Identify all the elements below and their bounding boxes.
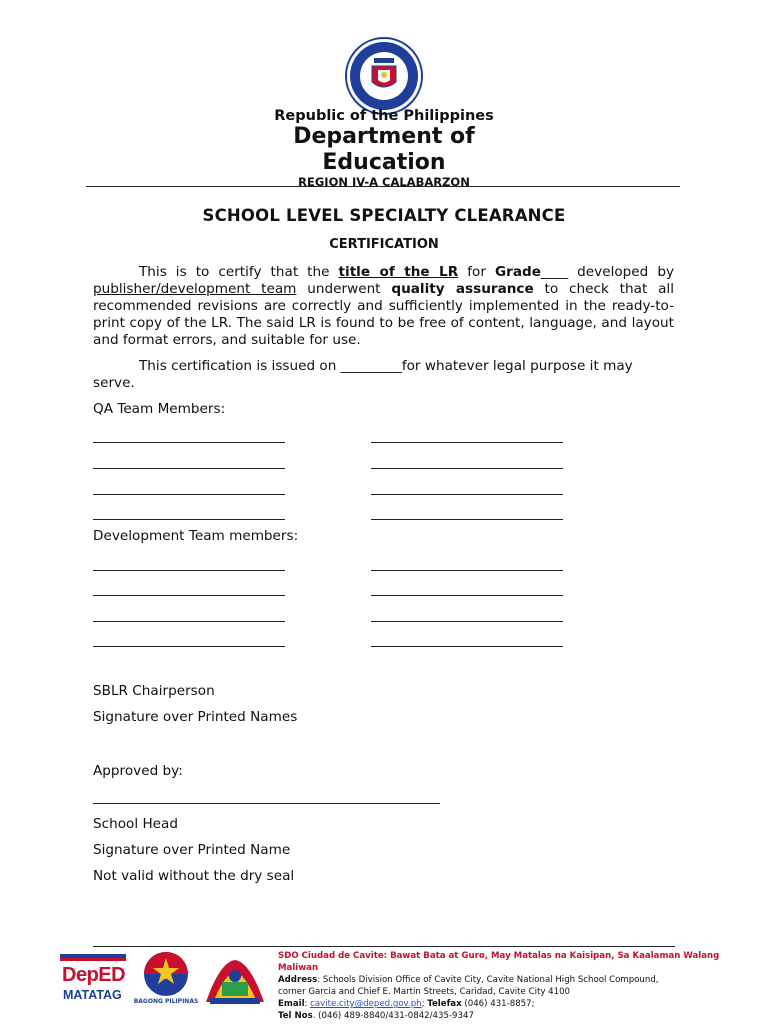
- title-of-lr: title of the LR: [338, 264, 459, 280]
- qa-signature-line[interactable]: [93, 519, 285, 520]
- qa-text: quality assurance: [391, 281, 534, 297]
- dev-signature-line[interactable]: [93, 595, 285, 596]
- qa-signature-line[interactable]: [371, 494, 563, 495]
- bagong-pilipinas-logo: [134, 950, 198, 1010]
- deped-seal-icon: [344, 36, 424, 116]
- chairperson-label: SBLR Chairperson: [93, 683, 215, 699]
- qa-signature-line[interactable]: [371, 468, 563, 469]
- dev-signature-line[interactable]: [371, 595, 563, 596]
- qa-members-label: QA Team Members:: [93, 401, 226, 417]
- matatag-text: MATATAG: [63, 988, 122, 1002]
- school-head-label: School Head: [93, 816, 178, 832]
- approved-by-label: Approved by:: [93, 763, 183, 779]
- deped-matatag-logo: [60, 954, 126, 1010]
- region-heading: REGION IV-A CALABARZON: [298, 175, 470, 189]
- document-title: SCHOOL LEVEL SPECIALTY CLEARANCE: [202, 206, 566, 225]
- bagong-pilipinas-icon: [134, 950, 198, 998]
- school-head-signature-line[interactable]: [93, 803, 440, 804]
- certification-paragraph: This is to certify that the title of the LR for Grade____ developed by publisher/development team underwent quality assurance to check that all recommended revisions are correctly and sufficiently implemented in the ready-to-print copy of the LR. The said LR is found to be free of content, language, and layout and format errors, and suitable for use.: [93, 264, 674, 348]
- footer-email: Email: cavite.city@deped.gov.ph; Telefax (046) 431-8857;: [278, 999, 535, 1009]
- department-heading: Department of Education: [293, 124, 475, 175]
- footer-address: Address: Schools Division Office of Cavite City, Cavite National High School Compound,: [278, 975, 659, 985]
- republic-heading: Republic of the Philippines: [274, 108, 494, 124]
- bagong-pilipinas-text: BAGONG PILIPINAS: [133, 998, 199, 1005]
- dry-seal-note: Not valid without the dry seal: [93, 868, 295, 884]
- dev-signature-line[interactable]: [371, 646, 563, 647]
- email-link[interactable]: cavite.city@deped.gov.ph: [310, 999, 422, 1009]
- footer-divider: [93, 946, 675, 947]
- signature-names-label: Signature over Printed Names: [93, 709, 298, 725]
- qa-signature-line[interactable]: [93, 468, 285, 469]
- deped-logo-text: DepED: [62, 964, 126, 986]
- grade-label: Grade: [494, 264, 541, 280]
- dev-signature-line[interactable]: [371, 621, 563, 622]
- sdo-cavite-city-logo: [200, 952, 270, 1010]
- qa-signature-line[interactable]: [371, 442, 563, 443]
- issued-line: This certification is issued on _________for whatever legal purpose it may: [139, 358, 633, 374]
- document-subtitle: CERTIFICATION: [329, 237, 439, 252]
- dev-signature-line[interactable]: [93, 621, 285, 622]
- sdo-cavite-logo-icon: [200, 952, 270, 1010]
- team-text: publisher/development team: [93, 281, 297, 297]
- footer-motto: SDO Ciudad de Cavite: Bawat Bata at Guro, May Matalas na Kaisipan, Sa Kaalaman Walang Maliwan: [278, 951, 720, 973]
- dev-signature-line[interactable]: [93, 570, 285, 571]
- qa-signature-line[interactable]: [371, 519, 563, 520]
- header-divider: [86, 186, 680, 187]
- footer-address-2: corner Garcia and Chief E. Martin Streets, Caridad, Cavite City 4100: [278, 987, 571, 997]
- deped-flag-icon: [60, 954, 126, 964]
- footer-tel: Tel Nos. (046) 489-8840/431-0842/435-9347: [278, 1011, 474, 1021]
- issued-line-end: serve.: [93, 375, 135, 391]
- signature-name-label: Signature over Printed Name: [93, 842, 291, 858]
- dev-signature-line[interactable]: [93, 646, 285, 647]
- dev-signature-line[interactable]: [371, 570, 563, 571]
- dev-members-label: Development Team members:: [93, 528, 299, 544]
- qa-signature-line[interactable]: [93, 494, 285, 495]
- qa-signature-line[interactable]: [93, 442, 285, 443]
- footer-contact: [278, 950, 738, 1022]
